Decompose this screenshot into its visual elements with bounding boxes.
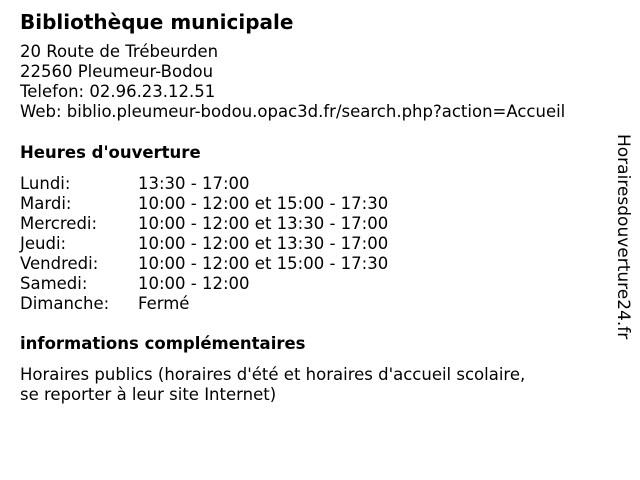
- hours-row: [20, 234, 605, 254]
- hours-time: 10:00 - 12:00 et 13:30 - 17:00: [138, 214, 389, 233]
- hours-day: Mardi:: [20, 194, 72, 213]
- address-street: 20 Route de Trébeurden: [20, 42, 219, 61]
- hours-row: [20, 294, 605, 314]
- hours-day: Jeudi:: [20, 234, 67, 253]
- hours-row: [20, 254, 605, 274]
- hours-time: 10:00 - 12:00 et 13:30 - 17:00: [138, 234, 389, 253]
- opening-hours-table: [20, 174, 605, 314]
- hours-day: Samedi:: [20, 274, 88, 293]
- site-watermark-text: Horairesdouverture24.fr: [613, 134, 633, 340]
- hours-row: [20, 194, 605, 214]
- hours-day: Mercredi:: [20, 214, 98, 233]
- library-card: [20, 9, 605, 405]
- hours-time: 10:00 - 12:00 et 15:00 - 17:30: [138, 194, 389, 213]
- hours-row: [20, 274, 605, 294]
- hours-row: [20, 174, 605, 194]
- site-watermark: [611, 134, 635, 372]
- additional-info-text: Horaires publics (horaires d'été et horaires d'accueil scolaire, se reporter à leur site Internet): [20, 365, 526, 404]
- hours-row: [20, 214, 605, 234]
- website-link[interactable]: Web: biblio.pleumeur-bodou.opac3d.fr/search.php?action=Accueil: [20, 102, 566, 121]
- additional-info-heading: informations complémentaires: [20, 334, 306, 353]
- hours-heading: Heures d'ouverture: [20, 143, 201, 162]
- hours-day: Dimanche:: [20, 294, 110, 313]
- hours-time: 10:00 - 12:00 et 15:00 - 17:30: [138, 254, 389, 273]
- hours-time: Fermé: [138, 294, 190, 313]
- hours-time: 10:00 - 12:00: [138, 274, 250, 293]
- phone-number: Telefon: 02.96.23.12.51: [20, 82, 216, 101]
- hours-day: Lundi:: [20, 174, 71, 193]
- library-name: Bibliothèque municipale: [20, 10, 294, 34]
- hours-time: 13:30 - 17:00: [138, 174, 250, 193]
- address-city: 22560 Pleumeur-Bodou: [20, 62, 214, 81]
- hours-day: Vendredi:: [20, 254, 99, 273]
